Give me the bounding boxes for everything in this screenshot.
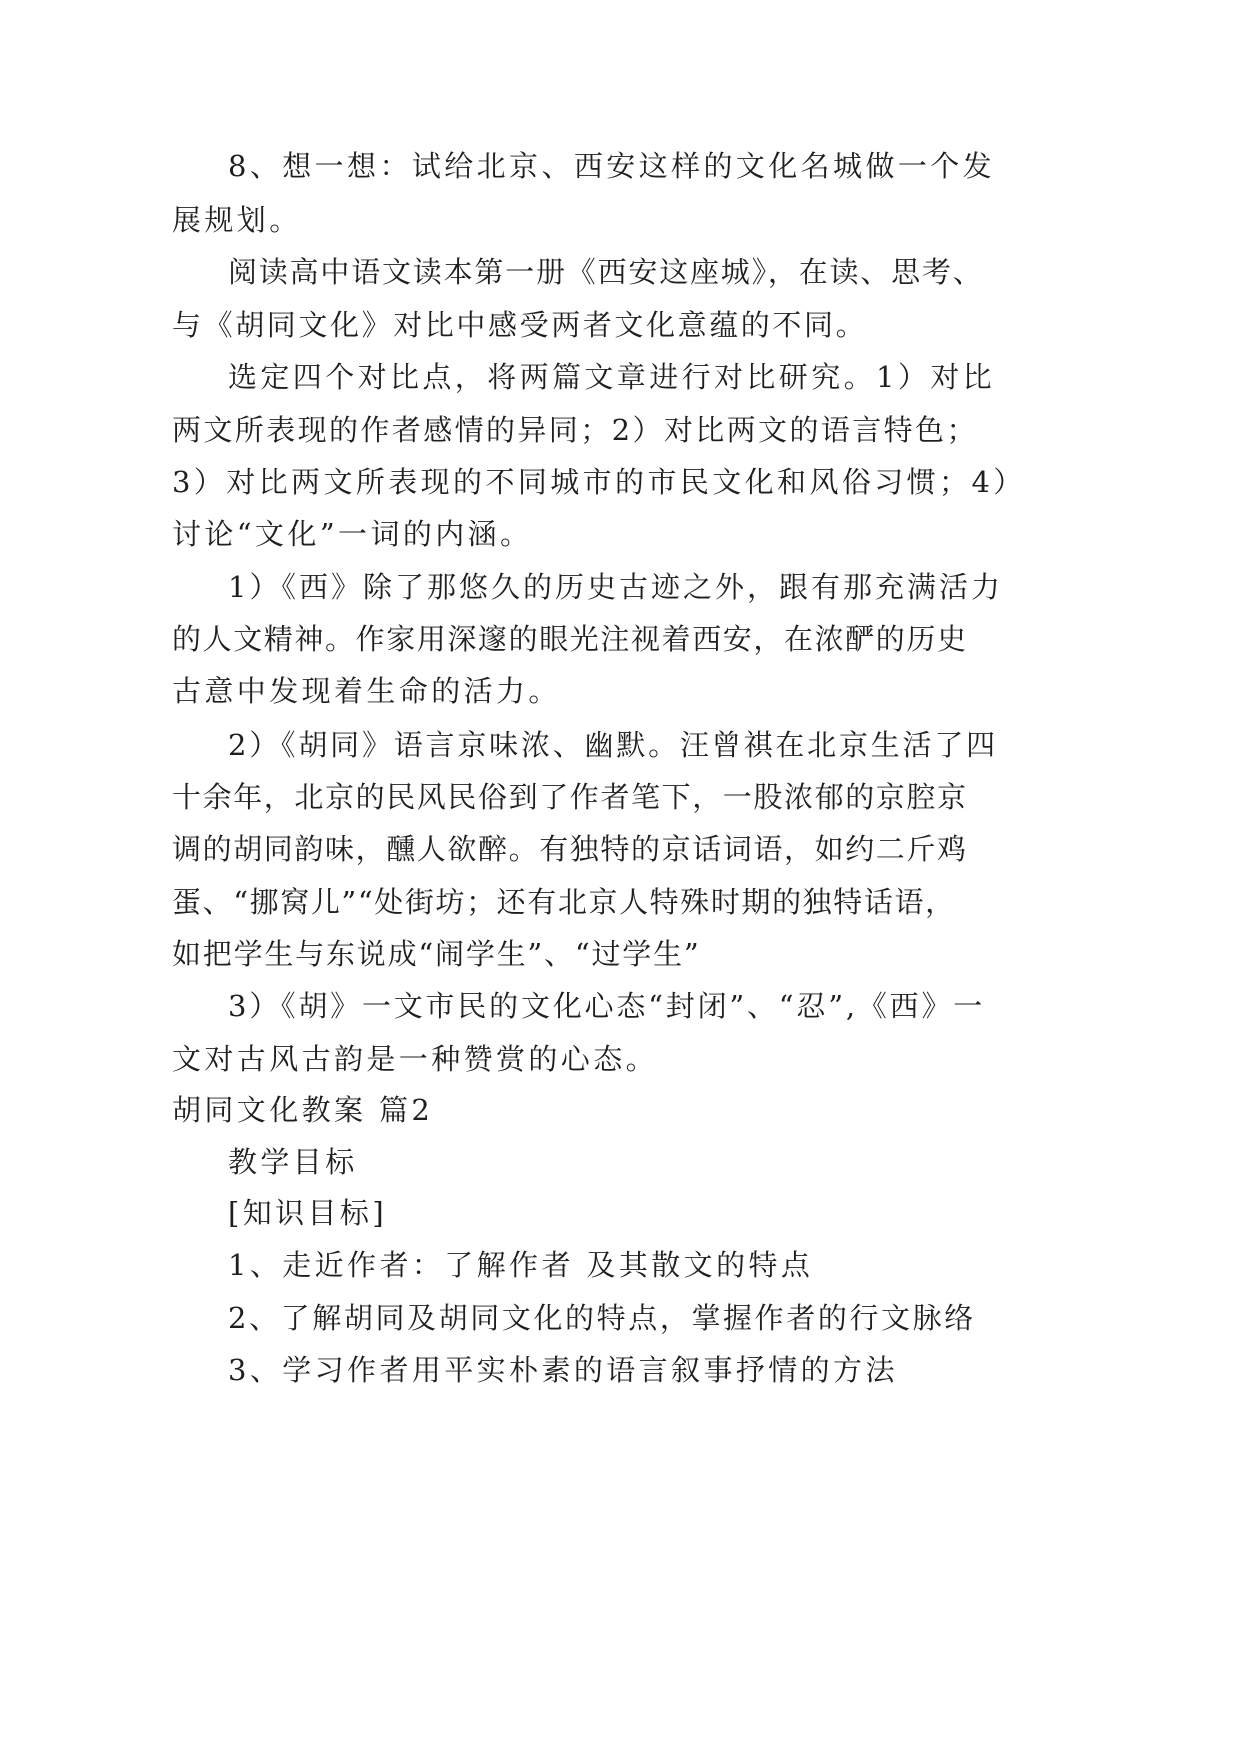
text-line: 调的胡同韵味，醺人欲醉。有独特的京话词语，如约二斤鸡 — [172, 832, 968, 866]
text-line: 蛋、“挪窝儿”“处街坊；还有北京人特殊时期的独特话语， — [172, 885, 956, 919]
text-line: 与《胡同文化》对比中感受两者文化意蕴的不同。 — [172, 308, 868, 342]
text-line: [知识目标] — [228, 1196, 388, 1230]
text-line: 3、学习作者用平实朴素的语言叙事抒情的方法 — [228, 1353, 898, 1387]
section-heading: 胡同文化教案 篇2 — [172, 1093, 434, 1127]
text-line: 3）《胡》一文市民的文化心态“封闭”、“忍”,《西》一 — [228, 989, 986, 1023]
text-line: 教学目标 — [228, 1145, 358, 1179]
text-line: 十余年，北京的民风民俗到了作者笔下，一股浓郁的京腔京 — [172, 780, 968, 814]
text-line: 展规划。 — [172, 203, 302, 237]
text-line: 阅读高中语文读本第一册《西安这座城》，在读、思考、 — [228, 255, 984, 289]
text-line: 3）对比两文所表现的不同城市的市民文化和风俗习惯；4） — [172, 465, 1026, 499]
text-line: 8、想一想：试给北京、西安这样的文化名城做一个发 — [228, 149, 996, 183]
text-line: 文对古风古韵是一种赞赏的心态。 — [172, 1042, 659, 1076]
text-line: 如把学生与东说成“闹学生”、“过学生” — [172, 937, 701, 971]
text-line: 2）《胡同》语言京味浓、幽默。汪曾祺在北京生活了四 — [228, 728, 998, 762]
text-line: 1、走近作者：了解作者 及其散文的特点 — [228, 1248, 814, 1282]
text-line: 讨论“文化”一词的内涵。 — [172, 517, 533, 551]
text-line: 选定四个对比点，将两篇文章进行对比研究。1）对比 — [228, 360, 996, 394]
text-line: 1）《西》除了那悠久的历史古迹之外，跟有那充满活力 — [228, 570, 1003, 604]
text-line: 古意中发现着生命的活力。 — [172, 674, 561, 708]
text-line: 2、了解胡同及胡同文化的特点，掌握作者的行文脉络 — [228, 1301, 976, 1335]
text-line: 的人文精神。作家用深邃的眼光注视着西安，在浓酽的历史 — [172, 622, 968, 656]
text-line: 两文所表现的作者感情的异同；2）对比两文的语言特色； — [172, 413, 978, 447]
